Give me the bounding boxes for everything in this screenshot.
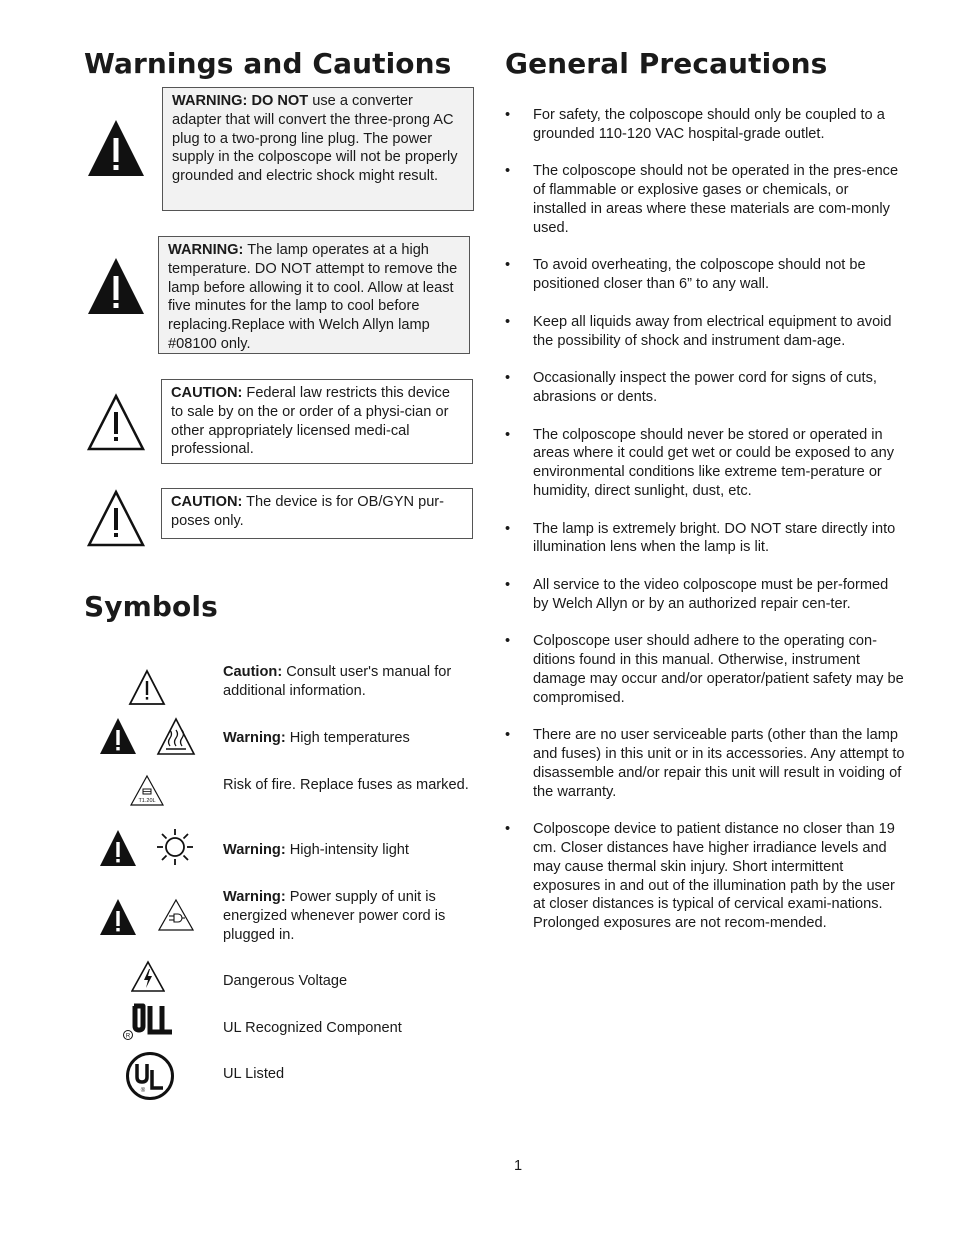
symbol-label: Caution: (223, 664, 283, 680)
list-item: • Occasionally inspect the power cord for signs of cuts, abrasions or dents. (505, 369, 905, 407)
symbol-label: Warning: (223, 889, 286, 905)
list-item: • The colposcope should never be stored or operated in areas where it could get wet or could be exposed to any environmental conditions like extreme tem-perature or humidity, direct sunlight, dust, etc. (505, 426, 905, 501)
symbol-label: Warning: (223, 730, 286, 746)
caution-text: The device is for OB/GYN pur-poses only. (171, 494, 445, 529)
warning-filled-triangle-icon (86, 118, 146, 178)
caution-outline-triangle-icon (86, 392, 146, 452)
symbol-desc: Dangerous Voltage (223, 973, 348, 989)
general-precautions-heading: General Precautions (505, 47, 828, 80)
warning-filled-triangle-icon (98, 897, 138, 937)
symbol-desc: Power supply of unit is energized whenever power cord is plugged in. (223, 889, 446, 943)
caution-box-obgyn (161, 488, 473, 539)
warning-box-lamp (158, 236, 470, 354)
ul-recognized-icon (122, 1002, 178, 1042)
list-item: • All service to the video colposcope must be per-formed by Welch Allyn or by an authorized repair cen-ter. (505, 576, 905, 614)
warning-filled-triangle-icon (86, 256, 146, 316)
warnings-cautions-heading: Warnings and Cautions (84, 47, 452, 80)
list-item: • Keep all liquids away from electrical equipment to avoid the possibility of shock and instrument dam-age. (505, 313, 905, 351)
warning-filled-triangle-icon (98, 828, 138, 868)
dangerous-voltage-icon (131, 960, 165, 992)
list-item: • Colposcope device to patient distance no closer than 19 cm. Closer distances have higher irradiance levels and may cause thermal skin injury. Short intermittent exposures in and out of the illumination path by the user at closer distances is typical of cervical exami-nations. Prolonged exposures are not recom-mended. (505, 820, 905, 933)
symbol-desc: UL Recognized Component (223, 1020, 402, 1036)
symbol-desc: Risk of fire. Replace fuses as marked. (223, 777, 469, 793)
warning-text: use a converter adapter that will convert the three-prong AC plug to a two-prong line plug. The power supply in the colposcope will not be properly grounded and electric shock might result. (172, 93, 458, 185)
hot-surface-icon (156, 716, 196, 756)
caution-box-federal-law (161, 379, 473, 464)
caution-label: CAUTION: (171, 385, 243, 401)
symbol-label: Warning: (223, 842, 286, 858)
ul-listed-icon (125, 1051, 175, 1101)
caution-outline-triangle-icon (86, 488, 146, 548)
list-item: • There are no user serviceable parts (other than the lamp and fuses) in this unit or in its accessories. Any attempt to disassemble and/or repair this unit will result in voiding of the warranty. (505, 726, 905, 801)
symbol-caution-text (223, 663, 473, 701)
warning-filled-triangle-icon (98, 716, 138, 756)
symbol-fuse-text (223, 776, 473, 795)
warning-label: WARNING: DO NOT (172, 93, 309, 109)
symbol-light-text (223, 841, 473, 860)
symbol-desc: High temperatures (285, 730, 410, 746)
symbol-ul-recognized-text (223, 1019, 473, 1038)
high-intensity-light-icon (156, 828, 194, 866)
warning-text: The lamp operates at a high temperature. DO NOT attempt to remove the lamp before allowing it to cool. Allow at least five minutes for the lamp to cool before replacing.Replace with Welch Allyn lamp #08100 only. (168, 242, 458, 352)
symbol-ul-listed-text (223, 1065, 473, 1084)
page-number: 1 (514, 1158, 523, 1174)
caution-text: Federal law restricts this device to sale by on the or order of a physi-cian or other appropriately licensed medi-cal professional. (171, 385, 450, 458)
warning-box-converter (162, 87, 474, 211)
fuse-marking-label: T1.20L (138, 798, 156, 804)
caution-triangle-icon (128, 668, 166, 706)
symbol-desc: UL Listed (223, 1066, 285, 1082)
svg-text:R: R (125, 1033, 131, 1040)
svg-text:®: ® (140, 1088, 146, 1094)
power-plug-icon (158, 898, 194, 932)
precautions-list (505, 106, 905, 952)
symbol-power-text (223, 888, 473, 944)
symbol-high-temp-text (223, 729, 473, 748)
list-item: • To avoid overheating, the colposcope should not be positioned closer than 6” to any wall. (505, 256, 905, 294)
fuse-icon (130, 774, 164, 806)
symbol-desc: High-intensity light (285, 842, 409, 858)
list-item: • The colposcope should not be operated in the pres-ence of flammable or explosive gases or chemicals, or installed in areas where these materials are com-monly used. (505, 162, 905, 237)
list-item: • For safety, the colposcope should only be coupled to a grounded 110-120 VAC hospital-grade outlet. (505, 106, 905, 144)
symbol-voltage-text (223, 972, 473, 991)
caution-label: CAUTION: (171, 494, 243, 510)
symbols-heading: Symbols (84, 590, 218, 623)
list-item: • The lamp is extremely bright. DO NOT stare directly into illumination lens when the lamp is lit. (505, 520, 905, 558)
symbol-desc: Consult user's manual for additional information. (223, 664, 452, 699)
list-item: • Colposcope user should adhere to the operating con-ditions found in this manual. Otherwise, instrument damage may occur and/or operator/patient safety may be compromised. (505, 632, 905, 707)
warning-label: WARNING: (168, 242, 244, 258)
